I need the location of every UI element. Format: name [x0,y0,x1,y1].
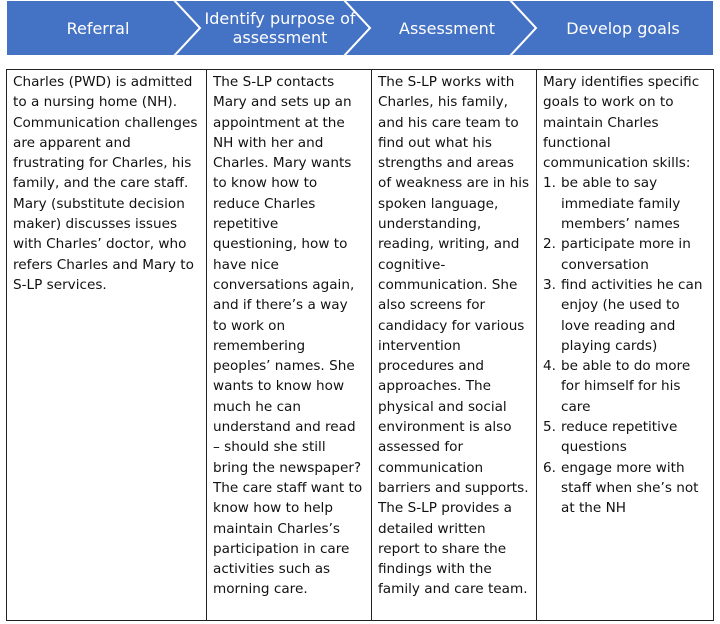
goal-text: engage more with staff when she’s not at the NH [561,459,699,517]
goal-item [543,417,706,458]
assessment-text: The S-LP works with Charles, his family, and his care team to find out what his strengths and areas of weakness are in his spoken language, understanding, reading, writing, and cognitive-communication. She also screens for candidacy for various intervention procedures and approaches. The physical and social environment is also assessed for communication barriers and supports. The S-LP provides a detailed written report to share the findings with the family and care team. [378,74,530,598]
purpose-text: The S-LP contacts Mary and sets up an appointment at the NH with her and Charles. Mary wants to know how to reduce Charles repetitive questioning, how to have nice conversations again, and if there’s a way to work on remembering peoples’ names. She wants to know how much he can understand and read – should she still bring the newspaper? The care staff want to know how to help maintain Charles’s participation in care activities such as morning care. [213,74,363,598]
goal-text: be able to do more for himself for his care [561,358,691,415]
goal-number: 2. [543,236,556,253]
goal-item [543,234,706,275]
goal-item [543,275,706,356]
stage-label-assessment: Assessment [399,18,495,38]
cell-identify-purpose [206,70,371,620]
goal-number: 6. [543,459,556,476]
goal-item [543,356,706,417]
goal-number: 4. [543,358,556,375]
goal-number: 1. [543,175,556,192]
cell-develop-goals [536,70,712,620]
goal-number: 5. [543,419,556,436]
cell-assessment [371,70,536,620]
goals-intro-text: Mary identifies specific goals to work on to maintain Charles functional communication skills: [543,74,700,172]
goal-text: find activities he can enjoy (he used to love reading and playing cards) [561,276,703,354]
goal-text: be able to say immediate family members’ names [561,175,681,233]
goal-text: reduce repetitive questions [561,419,678,456]
cell-referral [7,70,206,620]
stage-label-referral: Referral [66,18,130,38]
goals-list [543,173,706,518]
stage-details-table [6,69,714,621]
goal-item [543,173,706,234]
referral-text: Charles (PWD) is admitted to a nursing home (NH). Communication challenges are apparent and frustrating for Charles, his family, and the care staff. Mary (substitute decision maker) discusses issues with Charles’ doctor, who refers Charles and Mary to S-LP services. [13,74,198,293]
stage-label-develop-goals: Develop goals [566,18,680,38]
stage-label-identify-purpose: Identify purpose of assessment [204,9,356,47]
goal-number: 3. [543,276,556,293]
goal-text: participate more in conversation [561,236,691,273]
goal-item [543,458,706,519]
process-chevrons [0,0,720,56]
